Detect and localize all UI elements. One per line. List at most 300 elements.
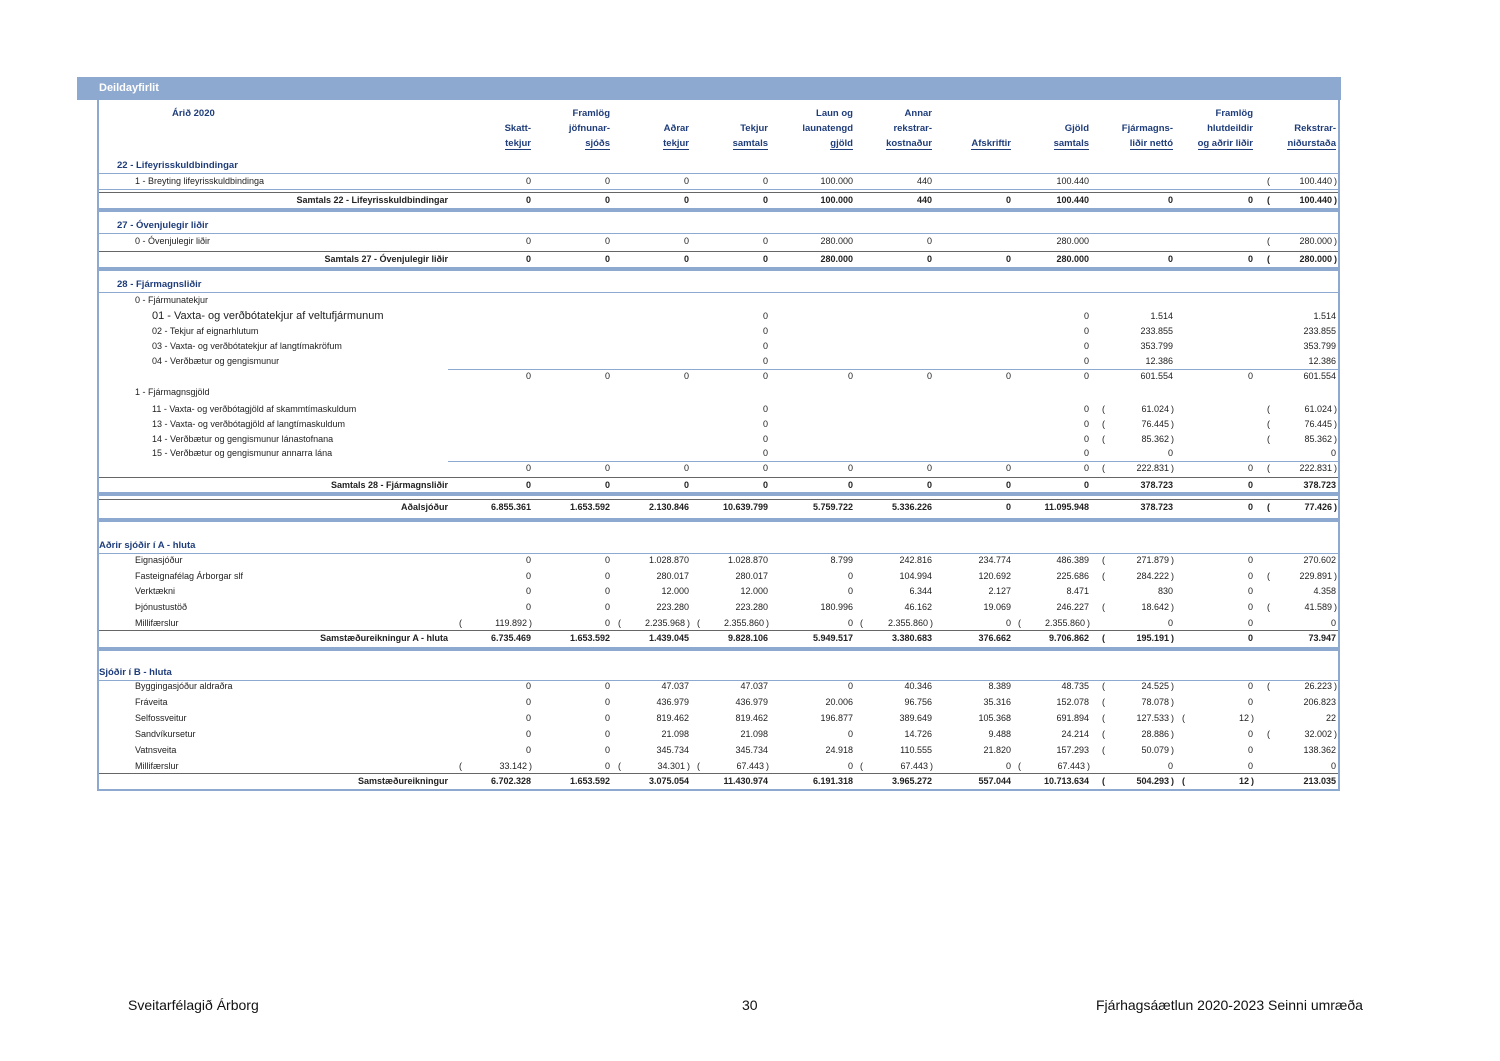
separator bbox=[99, 650, 1338, 651]
cell-value: 0 bbox=[604, 761, 610, 771]
cell-value: 9.706.862 bbox=[1048, 633, 1089, 643]
cell-value: 21.098 bbox=[740, 729, 768, 739]
cell-value: 28.886 bbox=[1141, 729, 1169, 739]
cell-value: 12.386 bbox=[1308, 356, 1336, 366]
cell-value: 233.855 bbox=[1140, 326, 1173, 336]
paren-open: ( bbox=[860, 618, 863, 628]
cell-value: 76.445 bbox=[1141, 419, 1169, 429]
cell-value: 0 bbox=[1247, 729, 1253, 739]
cell-value: 0 bbox=[683, 463, 689, 473]
row-label: Byggingasjóður aldraðra bbox=[135, 681, 233, 691]
cell-value: 0 bbox=[604, 681, 610, 691]
paren-open: ( bbox=[1018, 761, 1021, 771]
paren-close: ) bbox=[1171, 434, 1174, 444]
cell-value: 0 bbox=[1005, 761, 1011, 771]
table-row bbox=[0, 176, 1500, 190]
total-top-rule bbox=[99, 477, 1338, 478]
paren-open: ( bbox=[1267, 463, 1270, 473]
section-title: Sjóðir í B - hluta bbox=[99, 667, 172, 678]
row-label: 03 - Vaxta- og verðbótatekjur af langtímakröfum bbox=[152, 341, 342, 351]
cell-value: 120.692 bbox=[978, 571, 1011, 581]
cell-value: 557.044 bbox=[978, 776, 1011, 786]
cell-value: 0 bbox=[1247, 463, 1253, 473]
paren-open: ( bbox=[618, 761, 621, 771]
cell-value: 0 bbox=[604, 713, 610, 723]
paren-close: ) bbox=[1334, 602, 1337, 612]
cell-value: 225.686 bbox=[1056, 571, 1089, 581]
paren-close: ) bbox=[1334, 176, 1337, 186]
paren-open: ( bbox=[1267, 176, 1270, 186]
row-label: Samstæðureikningur bbox=[357, 776, 448, 786]
separator bbox=[99, 189, 1338, 190]
cell-value: 486.389 bbox=[1056, 555, 1089, 565]
paren-open: ( bbox=[1182, 776, 1185, 786]
cell-value: 0 bbox=[683, 480, 689, 490]
row-label: 04 - Verðbætur og gengismunur bbox=[152, 356, 280, 366]
cell-value: 0 bbox=[1330, 618, 1336, 628]
cell-value: 504.293 bbox=[1136, 776, 1169, 786]
cell-value: 0 bbox=[604, 618, 610, 628]
section-title: 27 - Óvenjulegir liðir bbox=[117, 220, 209, 231]
cell-value: 34.301 bbox=[657, 761, 685, 771]
cell-value: 0 bbox=[604, 176, 610, 186]
cell-value: 20.006 bbox=[825, 697, 853, 707]
cell-value: 280.000 bbox=[820, 236, 853, 246]
cell-value: 229.891 bbox=[1299, 571, 1332, 581]
cell-value: 0 bbox=[762, 236, 768, 246]
cell-value: 119.892 bbox=[495, 618, 527, 628]
cell-value: 73.947 bbox=[1308, 633, 1336, 643]
cell-value: 0 bbox=[1247, 195, 1253, 205]
cell-value: 0 bbox=[1330, 761, 1336, 771]
paren-open: ( bbox=[1102, 776, 1105, 786]
column-header-text: gjöld bbox=[830, 138, 853, 149]
paren-close: ) bbox=[1171, 633, 1174, 643]
cell-value: 3.380.683 bbox=[891, 633, 932, 643]
paren-open: ( bbox=[1102, 713, 1105, 723]
column-header-line bbox=[1216, 136, 1336, 151]
cell-value: 3.965.272 bbox=[891, 776, 932, 786]
cell-value: 0 bbox=[1083, 419, 1089, 429]
column-header-text bbox=[1333, 108, 1336, 119]
paren-close: ) bbox=[1171, 419, 1174, 429]
cell-value: 0 bbox=[847, 761, 853, 771]
table-row bbox=[0, 463, 1500, 477]
total-top-rule bbox=[99, 251, 1338, 252]
cell-value: 270.602 bbox=[1303, 555, 1336, 565]
cell-value: 12.000 bbox=[661, 586, 689, 596]
cell-value: 0 bbox=[1167, 618, 1173, 628]
cell-value: 180.996 bbox=[820, 602, 853, 612]
cell-value: 61.024 bbox=[1304, 404, 1332, 414]
paren-open: ( bbox=[1102, 681, 1105, 691]
cell-value: 22 bbox=[1325, 713, 1336, 723]
column-header-text: samtals bbox=[732, 138, 768, 149]
table-row bbox=[0, 326, 1500, 340]
footer-doc-title: Fjárhagsáætlun 2020-2023 Seinni umræða bbox=[1096, 997, 1363, 1013]
paren-close: ) bbox=[1171, 713, 1174, 723]
cell-value: 10.639.799 bbox=[722, 502, 768, 512]
footer-org: Sveitarfélagið Árborg bbox=[128, 997, 259, 1013]
cell-value: 0 bbox=[1247, 371, 1253, 381]
paren-open: ( bbox=[1267, 195, 1270, 205]
paren-open: ( bbox=[860, 761, 863, 771]
cell-value: 0 bbox=[525, 586, 531, 596]
cell-value: 21.820 bbox=[983, 745, 1011, 755]
paren-open: ( bbox=[1018, 618, 1021, 628]
paren-close: ) bbox=[1171, 681, 1174, 691]
column-header-text: Fjármagns- bbox=[1121, 123, 1173, 134]
cell-value: 819.462 bbox=[656, 713, 689, 723]
cell-value: 6.735.469 bbox=[490, 633, 531, 643]
cell-value: 6.702.328 bbox=[490, 776, 531, 786]
cell-value: 0 bbox=[604, 571, 610, 581]
table-row bbox=[0, 434, 1500, 448]
cell-value: 0 bbox=[762, 404, 768, 414]
section-underline bbox=[99, 553, 1338, 554]
row-label: 0 - Óvenjulegir liðir bbox=[135, 236, 211, 246]
row-label: Samtals 28 - Fjármagnsliðir bbox=[330, 480, 448, 490]
cell-value: 0 bbox=[1083, 371, 1089, 381]
cell-value: 9.828.106 bbox=[727, 633, 768, 643]
column-header-text: niðurstaða bbox=[1287, 138, 1336, 149]
cell-value: 0 bbox=[604, 236, 610, 246]
cell-value: 0 bbox=[1247, 681, 1253, 691]
paren-open: ( bbox=[1267, 404, 1270, 414]
cell-value: 0 bbox=[525, 697, 531, 707]
cell-value: 0 bbox=[1247, 502, 1253, 512]
cell-value: 436.979 bbox=[735, 697, 768, 707]
row-label: Fráveita bbox=[135, 697, 168, 707]
cell-value: 47.037 bbox=[740, 681, 768, 691]
table-row bbox=[0, 586, 1500, 600]
table-row bbox=[0, 571, 1500, 585]
cell-value: 0 bbox=[762, 195, 768, 205]
cell-value: 0 bbox=[1083, 311, 1089, 321]
table-row bbox=[0, 681, 1500, 695]
table-row bbox=[0, 729, 1500, 743]
cell-value: 0 bbox=[1083, 356, 1089, 366]
cell-value: 246.227 bbox=[1056, 602, 1089, 612]
paren-close: ) bbox=[1171, 555, 1174, 565]
cell-value: 0 bbox=[762, 463, 768, 473]
row-label: Verktækni bbox=[135, 586, 176, 596]
cell-value: 0 bbox=[1247, 586, 1253, 596]
cell-value: 61.024 bbox=[1141, 404, 1169, 414]
cell-value: 0 bbox=[604, 697, 610, 707]
total-top-rule bbox=[99, 773, 1338, 774]
cell-value: 0 bbox=[1247, 745, 1253, 755]
paren-close: ) bbox=[1171, 571, 1174, 581]
cell-value: 9.488 bbox=[988, 729, 1011, 739]
cell-value: 24.918 bbox=[825, 745, 853, 755]
subtotal-rule bbox=[448, 461, 1338, 462]
paren-close: ) bbox=[1334, 681, 1337, 691]
cell-value: 18.642 bbox=[1141, 602, 1169, 612]
cell-value: 378.723 bbox=[1303, 480, 1336, 490]
cell-value: 0 bbox=[1005, 502, 1011, 512]
cell-value: 0 bbox=[1005, 463, 1011, 473]
paren-open: ( bbox=[1267, 571, 1270, 581]
cell-value: 280.017 bbox=[735, 571, 768, 581]
cell-value: 21.098 bbox=[661, 729, 689, 739]
cell-value: 0 bbox=[525, 571, 531, 581]
paren-close: ) bbox=[1334, 571, 1337, 581]
cell-value: 78.078 bbox=[1141, 697, 1169, 707]
paren-open: ( bbox=[1267, 602, 1270, 612]
row-label: Samtals 22 - Lifeyrisskuldbindingar bbox=[296, 195, 448, 205]
column-header-text: tekjur bbox=[663, 138, 689, 149]
paren-close: ) bbox=[1334, 729, 1337, 739]
row-label: 11 - Vaxta- og verðbótagjöld af skammtímaskuldum bbox=[152, 404, 357, 414]
table-header-bar bbox=[77, 77, 1341, 100]
row-label: Samtals 27 - Óvenjulegir liðir bbox=[324, 254, 448, 264]
cell-value: 100.440 bbox=[1299, 176, 1332, 186]
cell-value: 0 bbox=[525, 681, 531, 691]
paren-close: ) bbox=[1171, 463, 1174, 473]
cell-value: 0 bbox=[1247, 633, 1253, 643]
row-label: Sandvíkursetur bbox=[135, 729, 196, 739]
total-top-rule bbox=[99, 192, 1338, 193]
paren-close: ) bbox=[1171, 697, 1174, 707]
paren-close: ) bbox=[1334, 404, 1337, 414]
table-row bbox=[0, 448, 1500, 462]
table-row bbox=[0, 387, 1500, 401]
cell-value: 2.355.860 bbox=[1044, 618, 1085, 628]
cell-value: 830 bbox=[1157, 586, 1173, 596]
cell-value: 40.346 bbox=[904, 681, 932, 691]
paren-open: ( bbox=[1102, 697, 1105, 707]
cell-value: 0 bbox=[762, 254, 768, 264]
column-header-text: tekjur bbox=[505, 138, 531, 149]
cell-value: 0 bbox=[525, 236, 531, 246]
cell-value: 0 bbox=[683, 176, 689, 186]
paren-open: ( bbox=[697, 618, 700, 628]
paren-close: ) bbox=[766, 618, 769, 628]
paren-open: ( bbox=[1102, 729, 1105, 739]
cell-value: 280.000 bbox=[1299, 254, 1332, 264]
total-row bbox=[0, 195, 1500, 209]
paren-close: ) bbox=[1087, 618, 1090, 628]
cell-value: 0 bbox=[525, 745, 531, 755]
row-label: 02 - Tekjur af eignarhlutum bbox=[152, 326, 259, 336]
cell-value: 96.756 bbox=[904, 697, 932, 707]
paren-open: ( bbox=[1102, 602, 1105, 612]
cell-value: 2.235.968 bbox=[644, 618, 685, 628]
cell-value: 0 bbox=[1247, 618, 1253, 628]
column-header-text: Skatt- bbox=[504, 123, 531, 134]
paren-open: ( bbox=[1267, 729, 1270, 739]
paren-close: ) bbox=[1334, 254, 1337, 264]
column-header-line bbox=[1216, 106, 1336, 121]
cell-value: 233.855 bbox=[1303, 326, 1336, 336]
cell-value: 0 bbox=[1083, 448, 1089, 458]
cell-value: 0 bbox=[525, 195, 531, 205]
cell-value: 6.191.318 bbox=[812, 776, 853, 786]
row-label: 1 - Fjármagnsgjöld bbox=[135, 387, 210, 397]
column-header-line bbox=[1216, 121, 1336, 136]
total-row bbox=[0, 633, 1500, 647]
cell-value: 1.028.870 bbox=[727, 555, 768, 565]
paren-close: ) bbox=[1171, 776, 1174, 786]
cell-value: 206.823 bbox=[1303, 697, 1336, 707]
row-label: Millifærslur bbox=[135, 618, 179, 628]
row-label: 13 - Vaxta- og verðbótagjöld af langtímaskuldum bbox=[152, 419, 345, 429]
total-row bbox=[0, 502, 1500, 516]
total-row bbox=[0, 776, 1500, 790]
paren-close: ) bbox=[930, 618, 933, 628]
row-label: Vatnsveita bbox=[135, 745, 177, 755]
cell-value: 0 bbox=[1005, 618, 1011, 628]
cell-value: 32.002 bbox=[1304, 729, 1332, 739]
cell-value: 0 bbox=[1167, 254, 1173, 264]
row-label: Eignasjóður bbox=[135, 555, 183, 565]
table-row bbox=[0, 341, 1500, 355]
table-title: Deildayfirlit bbox=[99, 82, 159, 94]
cell-value: 0 bbox=[926, 371, 932, 381]
cell-value: 104.994 bbox=[899, 571, 932, 581]
cell-value: 76.445 bbox=[1304, 419, 1332, 429]
paren-open: ( bbox=[1102, 419, 1105, 429]
row-label: 14 - Verðbætur og gengismunur lánastofnana bbox=[152, 434, 334, 444]
cell-value: 0 bbox=[847, 586, 853, 596]
cell-value: 345.734 bbox=[735, 745, 768, 755]
cell-value: 14.726 bbox=[904, 729, 932, 739]
cell-value: 0 bbox=[926, 254, 932, 264]
paren-close: ) bbox=[1171, 404, 1174, 414]
cell-value: 0 bbox=[762, 480, 768, 490]
cell-value: 0 bbox=[1167, 761, 1173, 771]
paren-close: ) bbox=[1334, 502, 1337, 512]
cell-value: 0 bbox=[604, 555, 610, 565]
cell-value: 0 bbox=[847, 618, 853, 628]
cell-value: 0 bbox=[604, 480, 610, 490]
paren-close: ) bbox=[1251, 776, 1254, 786]
cell-value: 12.386 bbox=[1145, 356, 1173, 366]
row-label: Millifærslur bbox=[135, 761, 179, 771]
cell-value: 8.799 bbox=[830, 555, 853, 565]
cell-value: 24.214 bbox=[1061, 729, 1089, 739]
cell-value: 234.774 bbox=[978, 555, 1011, 565]
table-row bbox=[0, 295, 1500, 309]
cell-value: 8.471 bbox=[1066, 586, 1089, 596]
column-header-text: Tekjur bbox=[740, 123, 768, 134]
section-underline bbox=[99, 233, 1338, 234]
cell-value: 0 bbox=[762, 434, 768, 444]
column-header-text: Aðrar bbox=[663, 123, 689, 134]
paren-open: ( bbox=[1102, 571, 1105, 581]
cell-value: 6.344 bbox=[909, 586, 932, 596]
cell-value: 0 bbox=[1247, 602, 1253, 612]
total-row bbox=[0, 480, 1500, 494]
cell-value: 0 bbox=[1005, 371, 1011, 381]
cell-value: 378.723 bbox=[1140, 480, 1173, 490]
paren-open: ( bbox=[1267, 254, 1270, 264]
paren-close: ) bbox=[529, 618, 532, 628]
paren-close: ) bbox=[1171, 602, 1174, 612]
paren-close: ) bbox=[1251, 713, 1254, 723]
column-header-text: Gjöld bbox=[1064, 123, 1089, 134]
cell-value: 11.430.974 bbox=[723, 776, 768, 786]
paren-close: ) bbox=[1334, 419, 1337, 429]
paren-open: ( bbox=[1267, 502, 1270, 512]
cell-value: 376.662 bbox=[978, 633, 1011, 643]
paren-close: ) bbox=[766, 761, 769, 771]
cell-value: 0 bbox=[525, 602, 531, 612]
cell-value: 19.069 bbox=[983, 602, 1011, 612]
column-header-text: launatengd bbox=[802, 123, 853, 134]
column-header-text: hlutdeildir bbox=[1207, 123, 1253, 134]
paren-close: ) bbox=[1334, 236, 1337, 246]
cell-value: 12 bbox=[1238, 713, 1249, 723]
paren-close: ) bbox=[1087, 761, 1090, 771]
cell-value: 0 bbox=[762, 176, 768, 186]
cell-value: 3.075.054 bbox=[648, 776, 689, 786]
column-header-text: kostnaður bbox=[886, 138, 932, 149]
cell-value: 440 bbox=[916, 195, 932, 205]
cell-value: 242.816 bbox=[899, 555, 932, 565]
cell-value: 0 bbox=[762, 311, 768, 321]
cell-value: 440 bbox=[916, 176, 932, 186]
column-header-text: Framlög bbox=[572, 108, 610, 119]
column-header-text: sjóðs bbox=[585, 138, 610, 149]
paren-close: ) bbox=[1171, 729, 1174, 739]
paren-close: ) bbox=[687, 618, 690, 628]
cell-value: 195.191 bbox=[1136, 633, 1169, 643]
cell-value: 0 bbox=[762, 448, 768, 458]
cell-value: 284.222 bbox=[1136, 571, 1169, 581]
cell-value: 0 bbox=[1167, 195, 1173, 205]
column-header-text: samtals bbox=[1053, 138, 1089, 149]
cell-value: 378.723 bbox=[1140, 502, 1173, 512]
cell-value: 100.440 bbox=[1056, 195, 1089, 205]
cell-value: 5.949.517 bbox=[812, 633, 853, 643]
cell-value: 353.799 bbox=[1303, 341, 1336, 351]
paren-open: ( bbox=[1102, 555, 1105, 565]
cell-value: 0 bbox=[847, 571, 853, 581]
paren-open: ( bbox=[1267, 434, 1270, 444]
cell-value: 0 bbox=[604, 745, 610, 755]
row-label: 1 - Breyting lifeyrisskuldbindinga bbox=[135, 176, 265, 186]
table-row bbox=[0, 419, 1500, 433]
cell-value: 271.879 bbox=[1136, 555, 1169, 565]
cell-value: 280.000 bbox=[820, 254, 853, 264]
cell-value: 110.555 bbox=[900, 745, 932, 755]
cell-value: 196.877 bbox=[820, 713, 853, 723]
cell-value: 389.649 bbox=[899, 713, 932, 723]
cell-value: 280.000 bbox=[1056, 236, 1089, 246]
cell-value: 1.653.592 bbox=[569, 633, 610, 643]
cell-value: 2.130.846 bbox=[648, 502, 689, 512]
table-row bbox=[0, 602, 1500, 616]
cell-value: 0 bbox=[926, 463, 932, 473]
cell-value: 1.028.870 bbox=[648, 555, 689, 565]
cell-value: 280.000 bbox=[1299, 236, 1332, 246]
cell-value: 0 bbox=[604, 371, 610, 381]
cell-value: 0 bbox=[683, 371, 689, 381]
cell-value: 280.000 bbox=[1056, 254, 1089, 264]
paren-open: ( bbox=[1102, 633, 1105, 643]
column-header-text: rekstrar- bbox=[893, 123, 932, 134]
row-label: 0 - Fjármunatekjur bbox=[135, 295, 209, 305]
column-header-text: Afskriftir bbox=[971, 138, 1011, 149]
cell-value: 0 bbox=[1330, 448, 1336, 458]
column-header bbox=[1216, 106, 1336, 151]
column-header-text: Rekstrar- bbox=[1294, 123, 1336, 134]
paren-open: ( bbox=[1267, 681, 1270, 691]
column-header-text: liðir nettó bbox=[1129, 138, 1173, 149]
cell-value: 0 bbox=[604, 586, 610, 596]
